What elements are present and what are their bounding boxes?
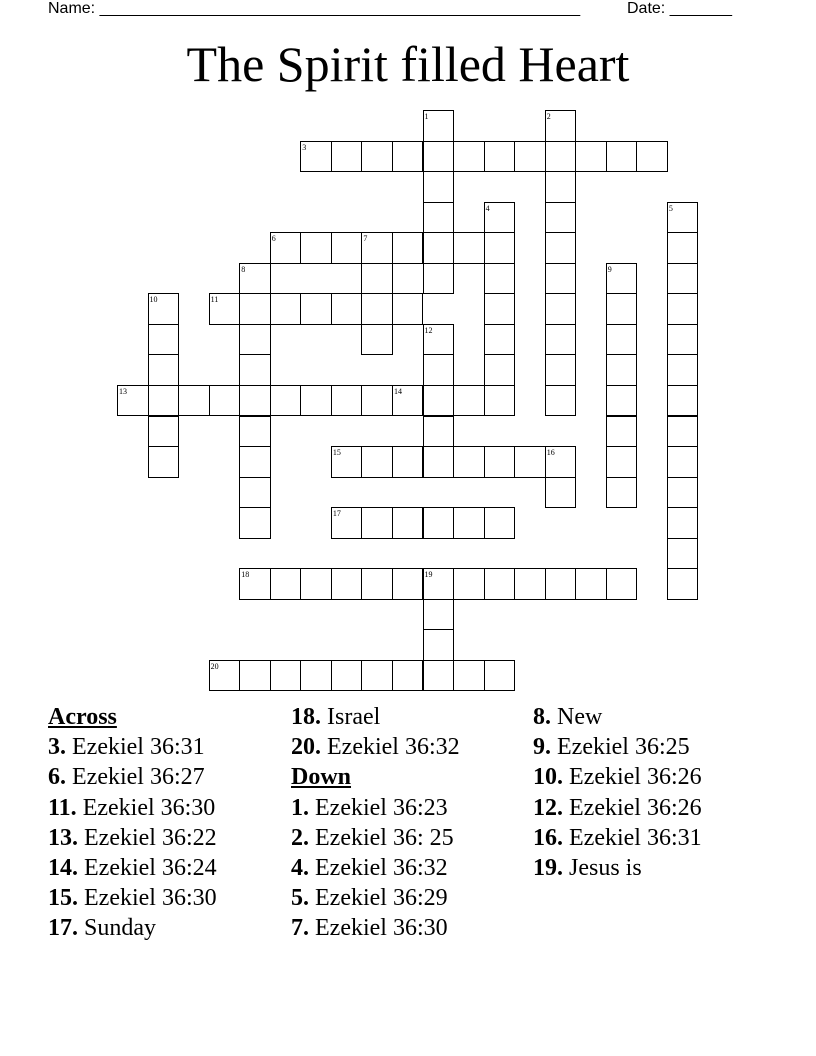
clue-across-6: 6. Ezekiel 36:27 — [48, 764, 205, 791]
clue-down-4: 4. Ezekiel 36:32 — [291, 854, 448, 881]
clue-down-1: 1. Ezekiel 36:23 — [291, 794, 448, 821]
grid-cell[interactable] — [239, 354, 271, 386]
grid-cell[interactable] — [667, 385, 699, 417]
clue-column-1 — [48, 702, 217, 944]
clue-down-10: 10. Ezekiel 36:26 — [533, 764, 702, 791]
grid-cell[interactable] — [331, 385, 363, 417]
grid-cell[interactable] — [453, 232, 485, 264]
grid-cell[interactable] — [148, 416, 180, 448]
grid-cell[interactable] — [239, 385, 271, 417]
grid-cell[interactable] — [667, 232, 699, 264]
grid-cell[interactable] — [423, 202, 455, 234]
grid-cell[interactable] — [545, 202, 577, 234]
grid-cell[interactable] — [423, 599, 455, 631]
grid-cell[interactable] — [484, 507, 516, 539]
clue-across-13: 13. Ezekiel 36:22 — [48, 824, 217, 851]
grid-cell[interactable] — [300, 385, 332, 417]
clue-down-12: 12. Ezekiel 36:26 — [533, 794, 702, 821]
grid-cell[interactable] — [606, 293, 638, 325]
grid-cell[interactable] — [667, 507, 699, 539]
grid-cell[interactable] — [331, 232, 363, 264]
grid-cell[interactable] — [331, 660, 363, 692]
clue-number-label: 15 — [332, 448, 341, 458]
grid-cell[interactable] — [392, 293, 424, 325]
name-field-label: Name: ______________________________________________________ — [48, 0, 581, 17]
grid-cell[interactable] — [392, 507, 424, 539]
grid-cell[interactable] — [575, 141, 607, 173]
grid-cell[interactable] — [484, 385, 516, 417]
clue-number-label: 3 — [302, 142, 307, 152]
grid-cell[interactable] — [148, 324, 180, 356]
grid-cell[interactable] — [423, 660, 455, 692]
grid-cell[interactable] — [392, 446, 424, 478]
across-heading: Across — [48, 704, 117, 730]
grid-cell[interactable] — [423, 446, 455, 478]
grid-cell[interactable] — [361, 141, 393, 173]
grid-cell[interactable] — [514, 446, 546, 478]
grid-cell[interactable] — [453, 141, 485, 173]
grid-cell[interactable] — [331, 568, 363, 600]
grid-cell[interactable] — [239, 477, 271, 509]
clue-across-18: 18. Israel — [291, 704, 381, 730]
grid-cell[interactable] — [361, 507, 393, 539]
grid-cell[interactable] — [667, 263, 699, 295]
grid-cell[interactable] — [484, 263, 516, 295]
grid-cell[interactable] — [667, 416, 699, 448]
grid-cell[interactable] — [667, 324, 699, 356]
grid-cell[interactable] — [545, 232, 577, 264]
grid-cell[interactable] — [606, 141, 638, 173]
grid-cell[interactable] — [300, 568, 332, 600]
grid-cell[interactable] — [361, 446, 393, 478]
clue-across-3: 3. Ezekiel 36:31 — [48, 734, 205, 761]
grid-cell[interactable] — [361, 385, 393, 417]
grid-cell[interactable] — [392, 232, 424, 264]
grid-cell[interactable] — [545, 385, 577, 417]
grid-cell[interactable] — [270, 385, 302, 417]
date-field-label: Date: _______ — [627, 0, 732, 17]
grid-cell[interactable] — [361, 324, 393, 356]
grid-cell[interactable] — [300, 232, 332, 264]
clue-number-label: 10 — [149, 295, 158, 305]
grid-cell[interactable] — [148, 446, 180, 478]
grid-cell[interactable] — [606, 324, 638, 356]
grid-cell[interactable] — [484, 568, 516, 600]
grid-cell[interactable] — [606, 416, 638, 448]
grid-cell[interactable] — [270, 568, 302, 600]
clue-number-label: 11 — [210, 295, 219, 305]
clue-number-label: 7 — [363, 234, 368, 244]
clue-number-label: 1 — [424, 112, 429, 121]
grid-cell[interactable] — [545, 477, 577, 509]
clue-across-11: 11. Ezekiel 36:30 — [48, 794, 216, 821]
grid-cell[interactable] — [606, 477, 638, 509]
grid-cell[interactable] — [239, 507, 271, 539]
grid-cell[interactable] — [667, 354, 699, 386]
grid-cell[interactable] — [453, 568, 485, 600]
grid-cell[interactable] — [667, 568, 699, 600]
grid-cell[interactable] — [331, 141, 363, 173]
grid-cell[interactable] — [423, 385, 455, 417]
clue-down-9: 9. Ezekiel 36:25 — [533, 734, 690, 761]
grid-cell[interactable] — [300, 293, 332, 325]
clue-number-label: 12 — [424, 325, 433, 335]
grid-cell[interactable] — [423, 263, 455, 295]
grid-cell[interactable] — [361, 568, 393, 600]
grid-cell[interactable] — [606, 446, 638, 478]
grid-cell[interactable] — [361, 263, 393, 295]
grid-cell[interactable] — [667, 538, 699, 570]
grid-cell[interactable] — [545, 568, 577, 600]
clue-across-15: 15. Ezekiel 36:30 — [48, 885, 217, 912]
grid-cell[interactable] — [423, 171, 455, 203]
down-heading: Down — [291, 764, 352, 791]
grid-cell[interactable] — [545, 293, 577, 325]
grid-cell[interactable] — [484, 293, 516, 325]
grid-cell[interactable] — [545, 263, 577, 295]
puzzle-title: The Spirit filled Heart — [186, 36, 630, 92]
clue-across-14: 14. Ezekiel 36:24 — [48, 854, 217, 881]
grid-cell[interactable] — [423, 629, 455, 661]
grid-cell[interactable] — [239, 293, 271, 325]
clue-number-label: 20 — [210, 661, 219, 671]
grid-cell[interactable] — [484, 324, 516, 356]
grid-cell[interactable] — [484, 660, 516, 692]
grid-cell[interactable] — [453, 446, 485, 478]
grid-cell[interactable] — [453, 507, 485, 539]
grid-cell[interactable] — [361, 660, 393, 692]
grid-cell[interactable] — [514, 568, 546, 600]
clue-number-label: 13 — [119, 386, 127, 396]
grid-cell[interactable] — [667, 446, 699, 478]
clue-number-label: 9 — [607, 264, 612, 274]
grid-cell[interactable] — [331, 293, 363, 325]
clue-number-label: 8 — [241, 264, 246, 274]
clue-down-5: 5. Ezekiel 36:29 — [291, 885, 448, 912]
grid-cell[interactable] — [636, 141, 668, 173]
grid-cell[interactable] — [545, 324, 577, 356]
grid-cell[interactable] — [209, 385, 241, 417]
clue-column-2 — [291, 702, 460, 944]
grid-cell[interactable] — [423, 232, 455, 264]
clue-number-label: 17 — [332, 509, 341, 519]
grid-cell[interactable] — [606, 568, 638, 600]
grid-cell[interactable] — [484, 232, 516, 264]
grid-cell[interactable] — [239, 324, 271, 356]
grid-cell[interactable] — [392, 141, 424, 173]
clue-down-8: 8. New — [533, 704, 603, 730]
clue-down-19: 19. Jesus is — [533, 854, 642, 881]
grid-cell[interactable] — [178, 385, 210, 417]
grid-cell[interactable] — [545, 171, 577, 203]
grid-cell[interactable] — [270, 293, 302, 325]
grid-cell[interactable] — [484, 446, 516, 478]
clue-number-label: 4 — [485, 203, 490, 213]
clue-number-label: 6 — [271, 234, 276, 244]
grid-cell[interactable] — [545, 354, 577, 386]
clue-number-label: 14 — [393, 386, 402, 396]
grid-cell[interactable] — [239, 660, 271, 692]
clue-number-label: 5 — [668, 203, 673, 213]
grid-cell[interactable] — [484, 141, 516, 173]
grid-cell[interactable] — [423, 354, 455, 386]
grid-cell[interactable] — [361, 293, 393, 325]
grid-cell[interactable] — [667, 293, 699, 325]
clue-number-label: 2 — [546, 112, 551, 121]
grid-cell[interactable] — [423, 141, 455, 173]
grid-cell[interactable] — [148, 354, 180, 386]
grid-cell[interactable] — [484, 354, 516, 386]
clue-number-label: 16 — [546, 448, 555, 458]
grid-cell[interactable] — [300, 660, 332, 692]
grid-cell[interactable] — [606, 354, 638, 386]
clue-column-3 — [533, 702, 702, 883]
grid-cell[interactable] — [453, 660, 485, 692]
grid-cell[interactable] — [270, 660, 302, 692]
clue-number-label: 19 — [424, 570, 433, 580]
grid-cell[interactable] — [392, 660, 424, 692]
grid-cell[interactable] — [239, 446, 271, 478]
clue-across-17: 17. Sunday — [48, 915, 156, 942]
clue-across-20: 20. Ezekiel 36:32 — [291, 734, 460, 761]
clue-down-16: 16. Ezekiel 36:31 — [533, 824, 702, 851]
clue-number-label: 18 — [241, 570, 250, 580]
grid-cell[interactable] — [423, 416, 455, 448]
grid-cell[interactable] — [392, 568, 424, 600]
grid-cell[interactable] — [423, 507, 455, 539]
grid-cell[interactable] — [239, 416, 271, 448]
clue-down-2: 2. Ezekiel 36: 25 — [291, 824, 454, 851]
grid-cell[interactable] — [545, 141, 577, 173]
clue-down-7: 7. Ezekiel 36:30 — [291, 915, 448, 942]
grid-cell[interactable] — [606, 385, 638, 417]
grid-cell[interactable] — [667, 477, 699, 509]
grid-cell[interactable] — [148, 385, 180, 417]
grid-cell[interactable] — [453, 385, 485, 417]
grid-cell[interactable] — [514, 141, 546, 173]
grid-cell[interactable] — [575, 568, 607, 600]
